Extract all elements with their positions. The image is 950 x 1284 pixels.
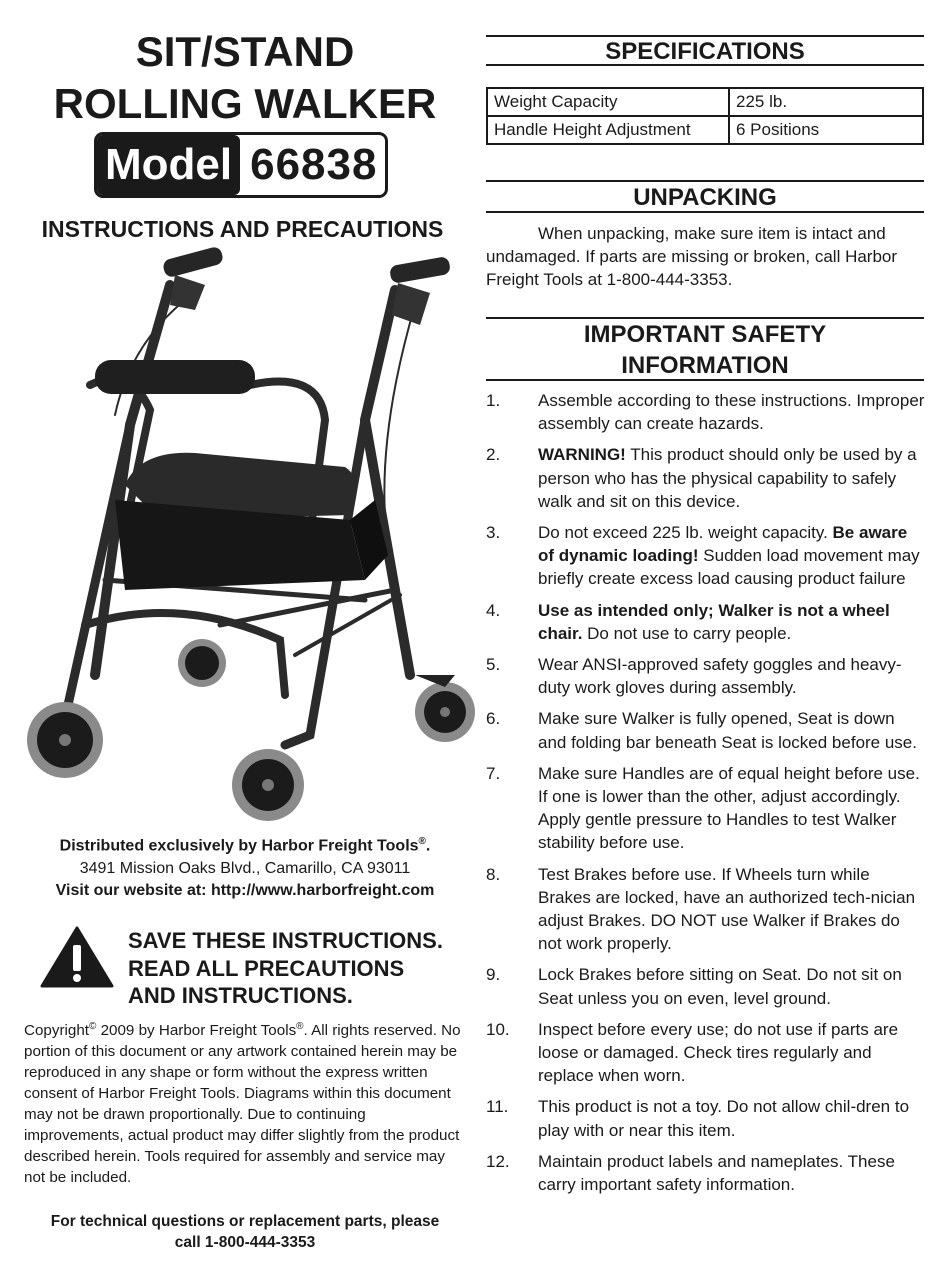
model-label: Model xyxy=(97,135,240,195)
list-item: 9. Lock Brakes before sitting on Seat. Do not sit on Seat unless you on even, level ground. xyxy=(486,965,902,1008)
list-item: 7. Make sure Handles are of equal height before use. If one is lower than the other, adjust accordingly. Apply gentle pressure to Handles to test Walker stability before use. xyxy=(486,763,920,853)
model-number: 66838 xyxy=(250,140,378,189)
list-item: 6. Make sure Walker is fully opened, Seat is down and folding bar beneath Seat is locked before use. xyxy=(486,709,917,752)
unpacking-heading: UNPACKING xyxy=(486,180,924,213)
specifications-table xyxy=(486,87,924,145)
list-item: 12. Maintain product labels and nameplates. These carry important safety information. xyxy=(486,1151,895,1195)
safety-list xyxy=(486,389,926,1204)
model-badge xyxy=(94,132,388,198)
title-line-1: SIT/STAND xyxy=(135,28,355,75)
list-item: 11. This product is not a toy. Do not allow chil-dren to play with or near this item. xyxy=(486,1097,910,1140)
safety-heading: IMPORTANT SAFETY INFORMATION xyxy=(486,317,924,381)
copyright-notice: Copyright© 2009 by Harbor Freight Tools®. All rights reserved. No portion of this document or any artwork contained herein may be reproduced in any shape or form without the express written consent of Harbor Freight Tools. Diagrams within this document may not be drawn proportionally. Due to continuing improvements, actual product may differ slightly from the product described herein. Tools required for assembly and service may not be included. xyxy=(24,1021,461,1187)
distributor-website: Visit our website at: http://www.harborfreight.com xyxy=(55,882,435,899)
list-item: 5. Wear ANSI-approved safety goggles and heavy-duty work gloves during assembly. xyxy=(486,655,902,698)
distributor-line: Distributed exclusively by Harbor Freight Tools®. xyxy=(59,836,431,855)
distributor-address: 3491 Mission Oaks Blvd., Camarillo, CA 93011 xyxy=(79,860,411,877)
title-line-2: ROLLING WALKER xyxy=(53,80,437,127)
list-item: 4. Use as intended only; Walker is not a wheel chair. Do not use to carry people. xyxy=(486,600,890,643)
spec-value: 6 Positions xyxy=(729,116,923,144)
tech-support-notice: For technical questions or replacement parts, please call 1-800-444-3353 xyxy=(50,1213,440,1251)
specifications-heading: SPECIFICATIONS xyxy=(486,35,924,66)
list-item: 3. Do not exceed 225 lb. weight capacity. Be aware of dynamic loading! Sudden load movement may briefly create excess load causing product failure xyxy=(486,523,920,589)
subtitle: INSTRUCTIONS AND PRECAUTIONS xyxy=(41,216,444,242)
list-item: 1. Assemble according to these instructions. Improper assembly can create hazards. xyxy=(486,391,925,434)
list-item: 10. Inspect before every use; do not use if parts are loose or damaged. Check tires regularly and replace when worn. xyxy=(486,1019,899,1086)
table-row xyxy=(487,88,923,116)
warning-triangle-icon xyxy=(40,925,114,989)
save-instructions-notice: SAVE THESE INSTRUCTIONS. READ ALL PRECAUTIONS AND INSTRUCTIONS. xyxy=(128,928,443,1008)
spec-label: Weight Capacity xyxy=(487,88,729,116)
unpacking-text: When unpacking, make sure item is intact and undamaged. If parts are missing or broken, call Harbor Freight Tools at 1-800-444-3353. xyxy=(486,224,898,289)
spec-label: Handle Height Adjustment xyxy=(487,116,729,144)
list-item: 2. WARNING! This product should only be used by a person who has the physical capability to safely walk and sit on this device. xyxy=(486,445,917,511)
spec-value: 225 lb. xyxy=(729,88,923,116)
walker-product-image xyxy=(20,245,475,825)
table-row xyxy=(487,116,923,144)
list-item: 8. Test Brakes before use. If Wheels turn while Brakes are locked, have an authorized tech-nician adjust Brakes. DO NOT use Walker if Brakes do not work properly. xyxy=(486,864,916,954)
